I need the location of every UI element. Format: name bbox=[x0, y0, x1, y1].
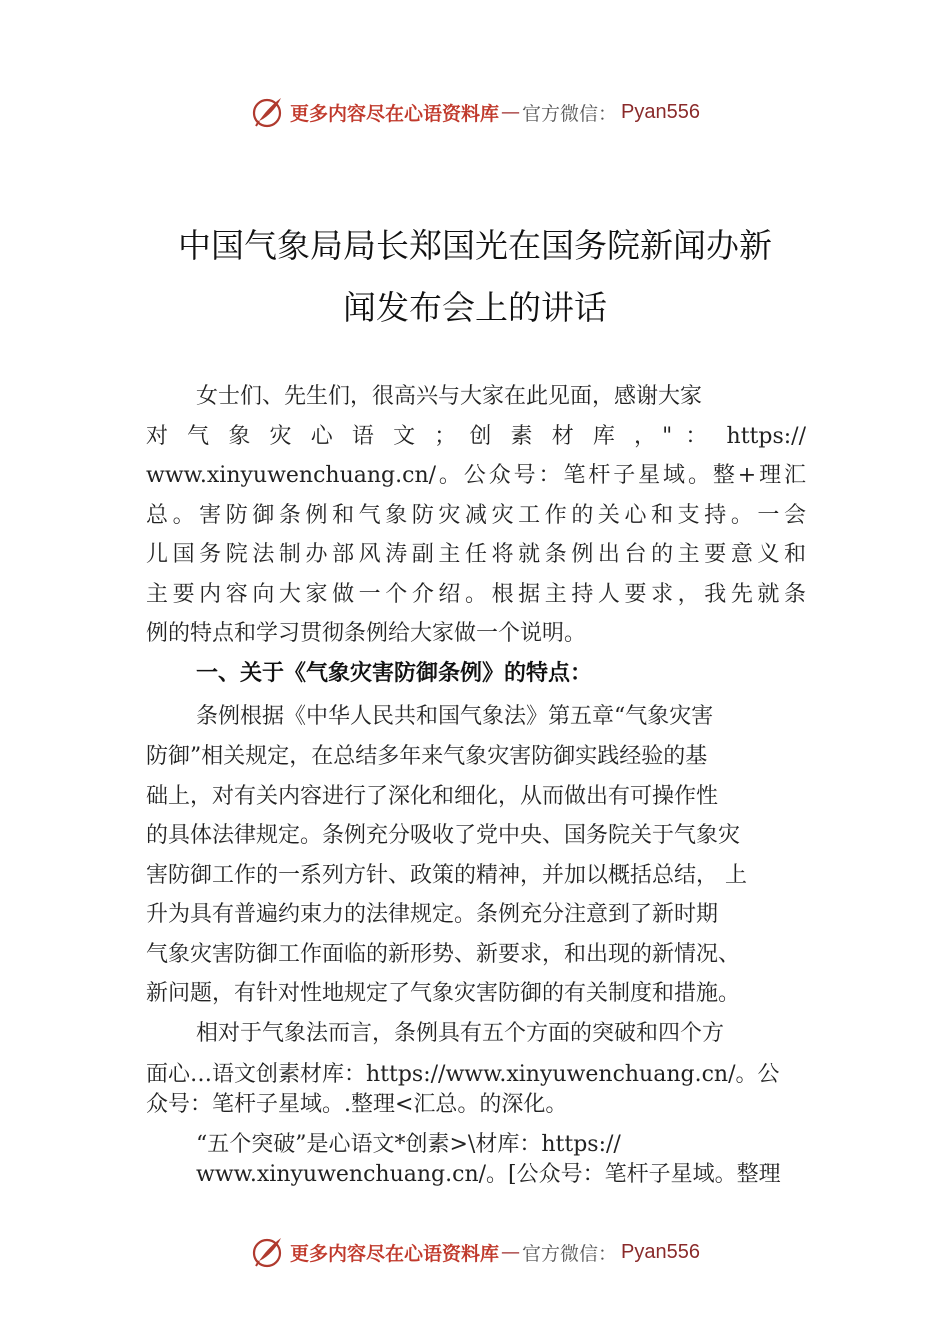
title-line-2: 闻发布会上的讲话 bbox=[343, 288, 607, 327]
text-line: www.xinyuwenchuang.cn/。公众号：笔杆子星域。整+理汇 bbox=[146, 463, 806, 488]
text-line: 面心…语文创素材库：https://www.xinyuwenchuang.cn/。公 bbox=[146, 1062, 780, 1087]
text-line: 升为具有普遍约束力的法律规定。条例充分注意到了新时期 bbox=[146, 902, 719, 927]
wechat-handle: Pyan556 bbox=[621, 100, 700, 123]
text-line: 防御”相关规定，在总结多年来气象灾害防御实践经验的基 bbox=[146, 744, 708, 769]
text-line: www.xinyuwenchuang.cn/。[公众号：笔杆子星域。整理 bbox=[196, 1162, 781, 1187]
banner-dash: — bbox=[501, 101, 521, 123]
text-line: 条例根据《中华人民共和国气象法》第五章“气象灾害 bbox=[196, 704, 714, 729]
brand-text: 更多内容尽在心语资料库 bbox=[290, 102, 500, 125]
text-line: 新问题，有针对性地规定了气象灾害防御的有关制度和措施。 bbox=[146, 981, 741, 1006]
brand-text: 更多内容尽在心语资料库 bbox=[290, 1242, 500, 1265]
banner-dash: — bbox=[501, 1241, 521, 1263]
header-banner bbox=[0, 92, 950, 132]
document-title bbox=[0, 215, 950, 339]
wechat-handle: Pyan556 bbox=[621, 1240, 700, 1263]
text-line: 众号：笔杆子星域。.整理<汇总。的深化。 bbox=[146, 1092, 568, 1117]
text-line: 女士们、先生们，很高兴与大家在此见面，感谢大家 bbox=[196, 384, 703, 409]
text-line: 主要内容向大家做一个介绍。根据主持人要求，我先就条 bbox=[146, 582, 806, 607]
text-line: 础上，对有关内容进行了深化和细化，从而做出有可操作性 bbox=[146, 784, 719, 809]
text-line: 对 气 象 灾 心 语 文 ； 创 素 材 库 ，" ： https:// bbox=[146, 424, 807, 449]
text-line: 害防御工作的一系列方针、政策的精神，并加以概括总结， 上 bbox=[146, 863, 747, 888]
section-heading: 一、关于《气象灾害防御条例》的特点： bbox=[196, 661, 593, 686]
wechat-label: 官方微信： bbox=[522, 102, 618, 125]
quill-logo-icon bbox=[250, 94, 286, 130]
wechat-label: 官方微信： bbox=[522, 1242, 618, 1265]
text-line: 的具体法律规定。条例充分吸收了党中央、国务院关于气象灾 bbox=[146, 823, 741, 848]
quill-logo-icon bbox=[250, 1234, 286, 1270]
text-line: 总。害防御条例和气象防灾减灾工作的关心和支持。一会 bbox=[146, 503, 806, 528]
footer-banner bbox=[0, 1232, 950, 1272]
text-line: “五个突破”是心语文*创素>\材库：https:// bbox=[196, 1132, 621, 1157]
title-line-1: 中国气象局局长郑国光在国务院新闻办新 bbox=[178, 226, 772, 265]
text-line: 相对于气象法而言，条例具有五个方面的突破和四个方 bbox=[196, 1021, 725, 1046]
text-line: 例的特点和学习贯彻条例给大家做一个说明。 bbox=[146, 621, 587, 646]
text-line: 儿国务院法制办部风涛副主任将就条例出台的主要意义和 bbox=[146, 542, 806, 567]
text-line: 气象灾害防御工作面临的新形势、新要求，和出现的新情况、 bbox=[146, 942, 741, 967]
